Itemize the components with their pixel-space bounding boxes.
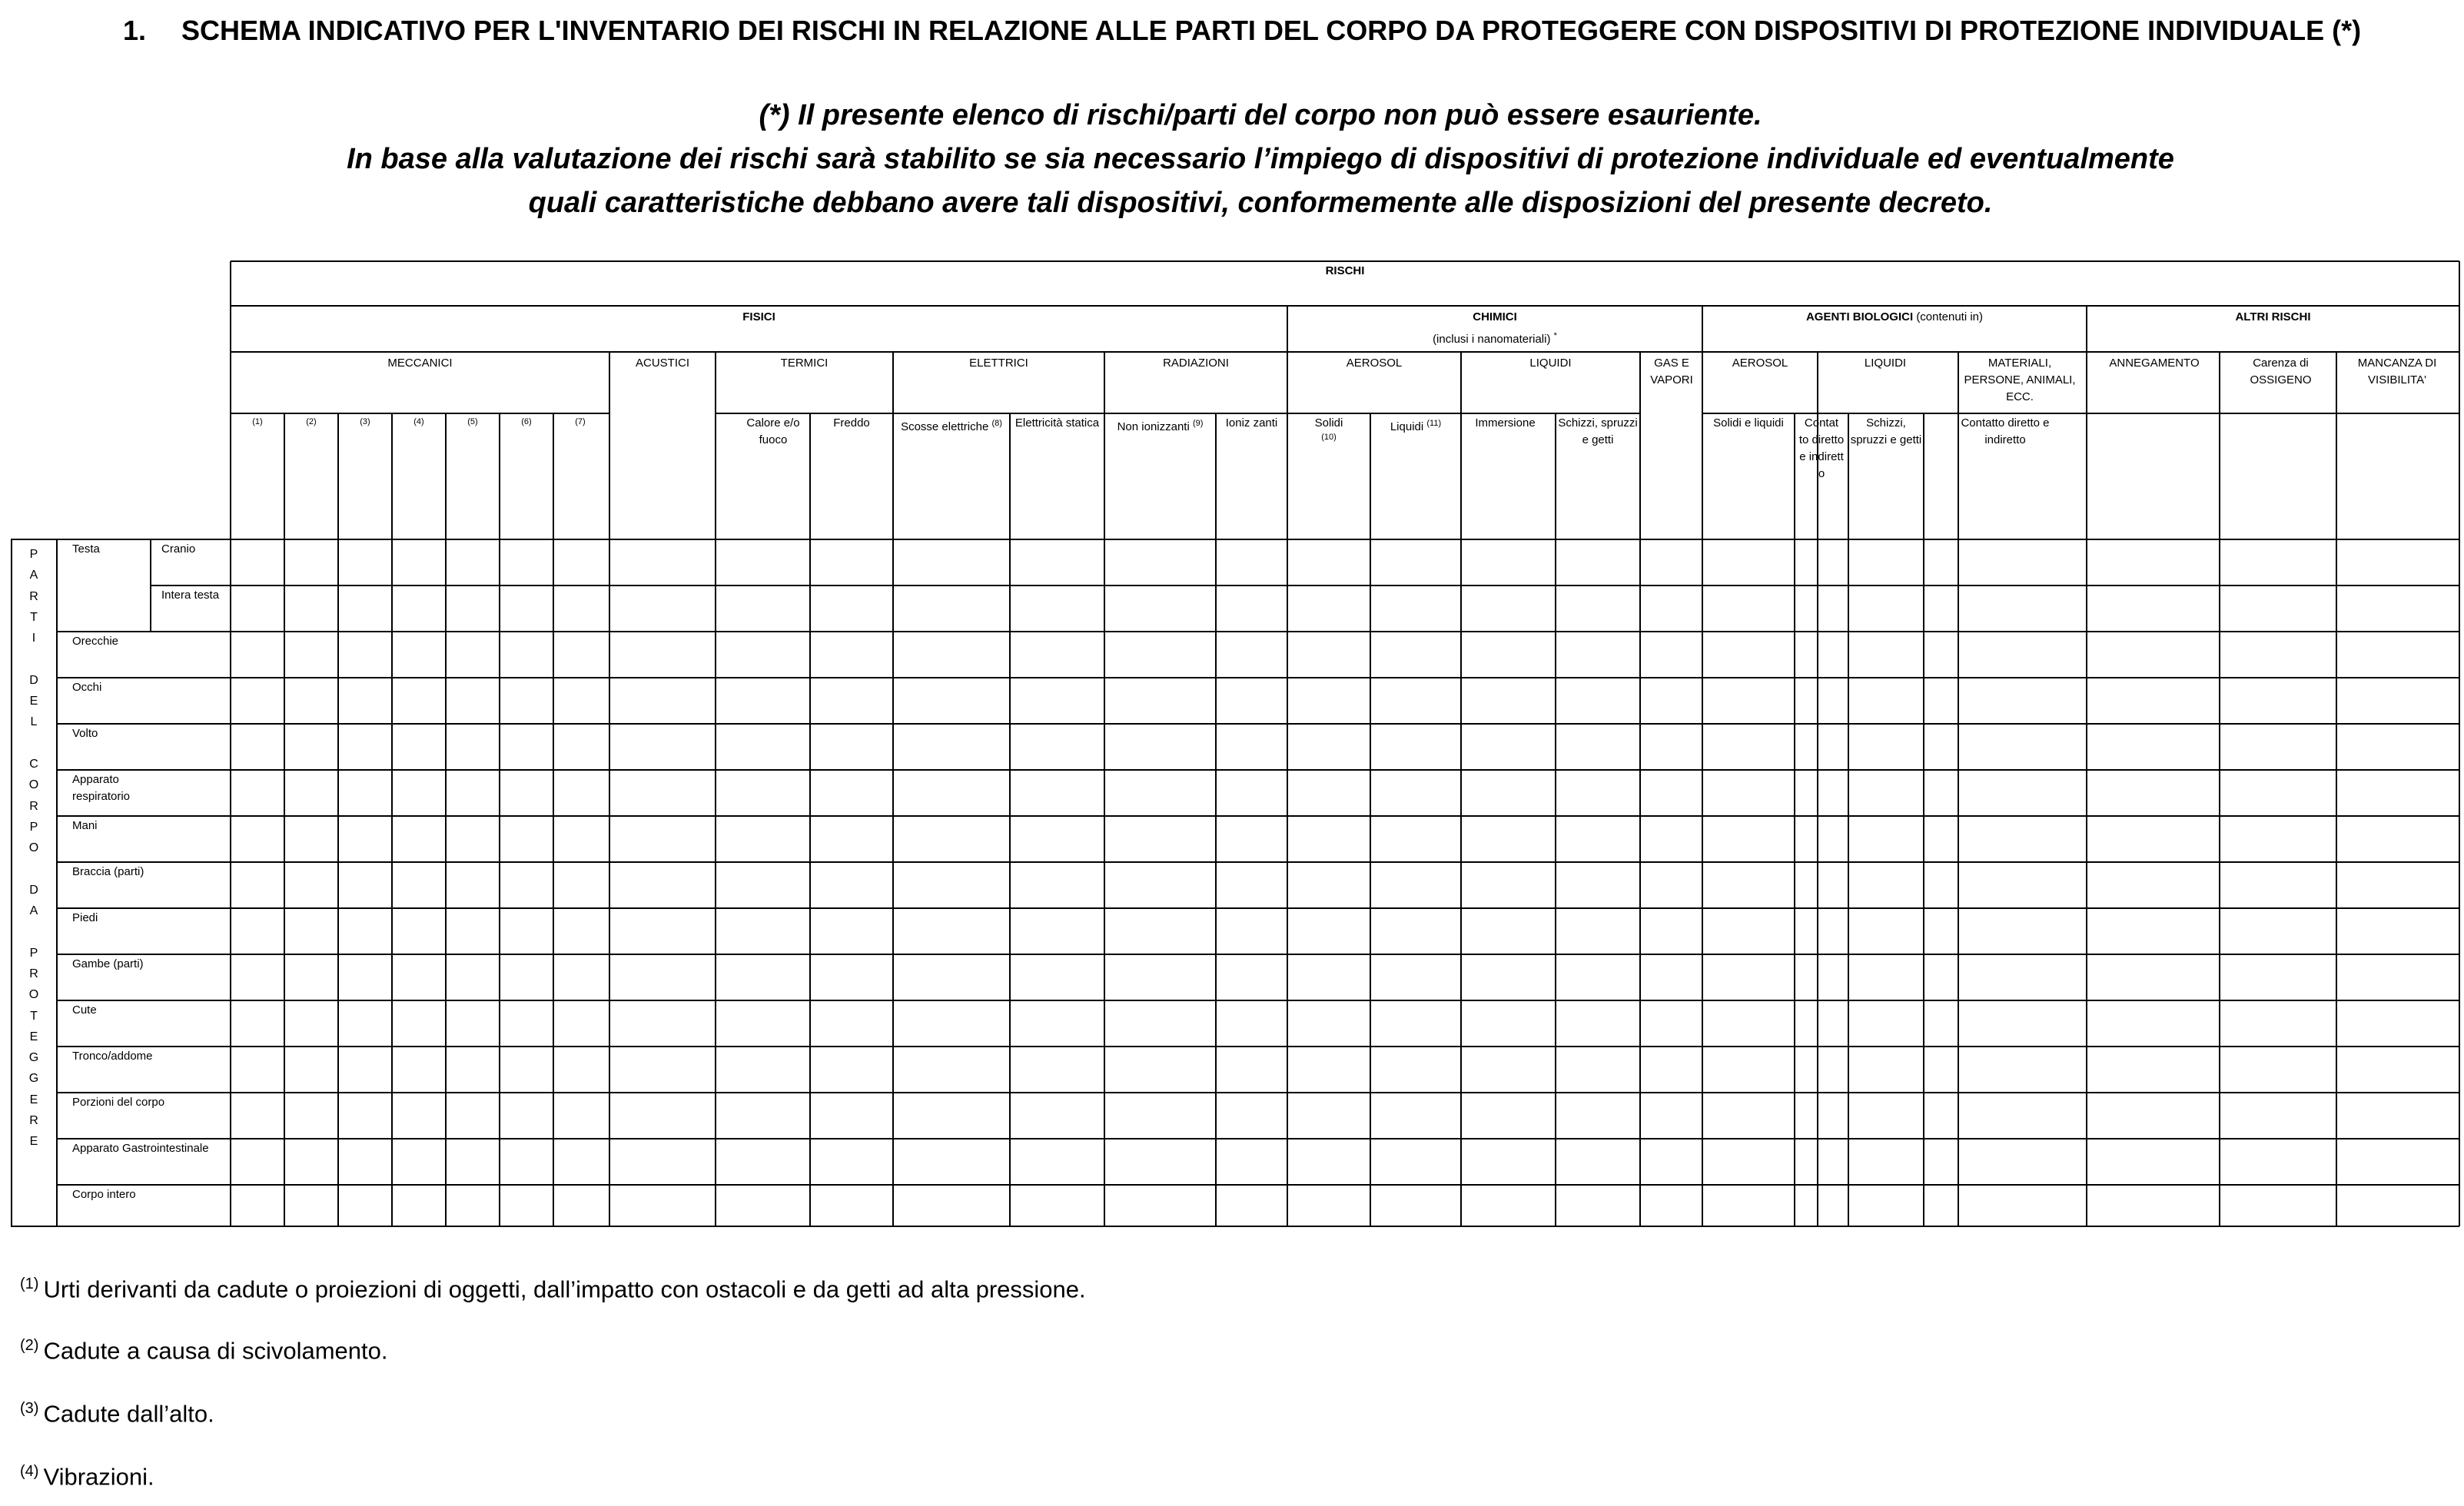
- heading-number: 1.: [123, 15, 147, 46]
- header-carenza-ossigeno: Carenza di OSSIGENO: [2250, 357, 2312, 386]
- header-solidi: Solidi: [1314, 416, 1343, 430]
- row-label-testa: Testa: [72, 542, 100, 556]
- intro-line-1: (*) Il presente elenco di rischi/parti del corpo non può essere esauriente.: [759, 99, 1762, 131]
- table-grid-lines: [11, 260, 2461, 1228]
- ref-meccanici-4: (4): [413, 417, 424, 426]
- header-meccanici: MECCANICI: [387, 357, 453, 370]
- row-label-braccia: Braccia (parti): [72, 865, 144, 878]
- ref-solidi: (10): [1321, 433, 1337, 442]
- header-aerosol: AEROSOL: [1346, 357, 1403, 370]
- header-termici: TERMICI: [780, 357, 829, 370]
- header-liquidi-aerosol: Liquidi $^{(11)}$: [1390, 419, 1442, 433]
- intro-line-3: quali caratteristiche debbano avere tali dispositivi, conformemente alle disposizioni del presente decreto.: [528, 187, 1993, 219]
- header-scosse-elettriche: Scosse elettriche $^{(8)}$: [901, 419, 1002, 433]
- header-contatto-2: Contatto diretto e indiretto: [1961, 416, 2050, 446]
- row-label-occhi: Occhi: [72, 681, 102, 694]
- header-elettricita-statica: Elettricità statica: [1014, 416, 1100, 430]
- row-label-porzioni-corpo: Porzioni del corpo: [72, 1096, 165, 1109]
- header-altri-rischi: ALTRI RISCHI: [2235, 310, 2311, 323]
- header-acustici: ACUSTICI: [635, 357, 689, 370]
- header-contatto-1: Contat to diretto e indirett o: [1798, 416, 1845, 480]
- header-annegamento: ANNEGAMENTO: [2109, 357, 2200, 370]
- header-bio-aerosol: AEROSOL: [1732, 357, 1788, 370]
- row-label-gambe: Gambe (parti): [72, 957, 144, 970]
- row-label-apparato-gastrointestinale: Apparato Gastrointestinale: [72, 1142, 209, 1155]
- header-bio-liquidi: LIQUIDI: [1864, 357, 1907, 370]
- row-label-volto: Volto: [72, 727, 98, 740]
- row-label-orecchie: Orecchie: [72, 635, 119, 648]
- header-fisici: FISICI: [742, 310, 775, 323]
- header-liquidi: LIQUIDI: [1529, 357, 1572, 370]
- header-chimici-note: (inclusi i nanomateriali) *: [1433, 331, 1557, 346]
- header-materiali: MATERIALI, PERSONE, ANIMALI, ECC.: [1964, 357, 2076, 403]
- header-bio-schizzi: Schizzi, spruzzi e getti: [1850, 416, 1922, 446]
- header-elettrici: ELETTRICI: [969, 357, 1028, 370]
- risk-inventory-table: [11, 260, 2461, 1228]
- row-label-cute: Cute: [72, 1003, 97, 1017]
- ref-meccanici-2: (2): [306, 417, 317, 426]
- header-calore-fuoco: Calore e/o fuoco: [746, 416, 800, 446]
- footnote-2: $^{(2)}$ Cadute a causa di scivolamento.: [20, 1337, 388, 1365]
- header-non-ionizzanti: Non ionizzanti $^{(9)}$: [1117, 419, 1204, 433]
- header-chimici: CHIMICI: [1473, 310, 1517, 323]
- heading-text: SCHEMA INDICATIVO PER L'INVENTARIO DEI RISCHI IN RELAZIONE ALLE PARTI DEL CORPO DA PROTEGGERE CON DISPOSITIVI DI PROTEZIONE INDIVIDUALE (*): [181, 15, 2362, 46]
- row-label-corpo-intero: Corpo intero: [72, 1188, 136, 1201]
- header-radiazioni: RADIAZIONI: [1163, 357, 1229, 370]
- ref-meccanici-6: (6): [521, 417, 532, 426]
- footnote-3: $^{(3)}$ Cadute dall’alto.: [20, 1400, 214, 1428]
- row-label-cranio: Cranio: [161, 542, 196, 556]
- ref-meccanici-3: (3): [360, 417, 370, 426]
- header-gas-vapori: GAS E VAPORI: [1650, 357, 1693, 386]
- side-label-parti-del-corpo: P A R T I D E L C O R P O D A P R O T E G G E R E: [28, 548, 39, 1149]
- header-rischi: RISCHI: [1325, 264, 1365, 277]
- row-label-apparato-respiratorio: Apparato respiratorio: [72, 773, 131, 803]
- header-freddo: Freddo: [833, 416, 870, 430]
- footnote-1: $^{(1)}$ Urti derivanti da cadute o proiezioni di oggetti, dall’impatto con ostacoli e da getti ad alta pressione.: [20, 1275, 1086, 1303]
- intro-note: [231, 94, 2290, 225]
- ref-meccanici-5: (5): [467, 417, 478, 426]
- ref-meccanici-1: (1): [252, 417, 263, 426]
- ref-meccanici-7: (7): [575, 417, 586, 426]
- header-immersione: Immersione: [1475, 416, 1536, 430]
- row-label-tronco-addome: Tronco/addome: [72, 1050, 153, 1063]
- row-label-intera-testa: Intera testa: [161, 589, 220, 602]
- intro-line-2: In base alla valutazione dei rischi sarà stabilito se sia necessario l’impiego di dispositivi di protezione individuale ed eventualmente: [347, 143, 2174, 175]
- header-ionizzanti: Ioniz zanti: [1225, 416, 1278, 430]
- header-agenti-biologici: AGENTI BIOLOGICI (contenuti in): [1805, 310, 1984, 323]
- header-schizzi: Schizzi, spruzzi e getti: [1558, 416, 1638, 446]
- header-mancanza-visibilita: MANCANZA DI VISIBILITA': [2357, 357, 2437, 386]
- row-label-piedi: Piedi: [72, 911, 98, 924]
- footnote-4: $^{(4)}$ Vibrazioni.: [20, 1463, 154, 1491]
- header-bio-solidi-liquidi: Solidi e liquidi: [1713, 416, 1784, 430]
- row-label-mani: Mani: [72, 819, 98, 832]
